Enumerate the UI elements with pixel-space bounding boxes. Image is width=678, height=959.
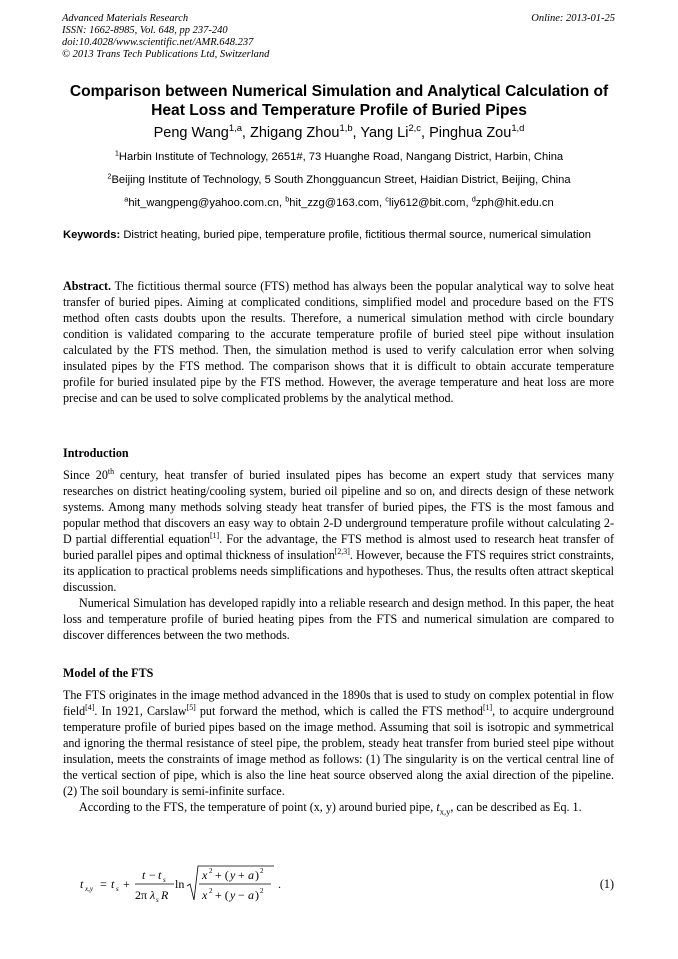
author: Peng Wang	[153, 125, 229, 141]
citation: [4]	[85, 702, 95, 712]
svg-text:.: .	[278, 877, 281, 891]
svg-text:+: +	[238, 868, 245, 882]
svg-text:t: t	[142, 868, 146, 882]
citation: [2,3]	[334, 546, 350, 556]
email: hit_zzg@163.com	[289, 197, 379, 209]
svg-text:ln: ln	[175, 877, 185, 891]
svg-text:−: −	[149, 868, 156, 882]
abstract	[63, 278, 614, 406]
abstract-label: Abstract.	[63, 279, 112, 293]
text-run: , can be described as Eq. 1.	[450, 800, 582, 814]
superscript: th	[107, 466, 115, 476]
title-line-1: Comparison between Numerical Simulation and Analytical Calculation of	[69, 83, 609, 100]
affiliation-1	[40, 150, 638, 164]
keywords	[63, 228, 614, 243]
issn-line: ISSN: 1662-8985, Vol. 648, pp 237-240	[62, 25, 228, 36]
svg-text:+: +	[123, 877, 130, 891]
affiliation-2	[40, 173, 638, 187]
svg-text:−: −	[238, 888, 245, 902]
journal-name: Advanced Materials Research	[62, 13, 189, 24]
author-sup: 1,a	[228, 122, 242, 134]
text-run: According to the FTS, the temperature of point (x, y) around buried pipe,	[79, 800, 437, 814]
online-date: Online: 2013-01-25	[531, 13, 615, 24]
intro-paragraph-2: Numerical Simulation has developed rapidly into a reliable research and design method. In this paper, the heat loss and temperature profile of buried heating pipes from the FTS and numerical simulation are compared to discover differences between the two methods.	[63, 596, 614, 642]
email-sup: c	[385, 194, 389, 204]
svg-text:s: s	[163, 876, 166, 884]
text-run: put forward the method, which is called the FTS method	[195, 704, 483, 718]
svg-text:2: 2	[260, 867, 264, 875]
svg-text:2π: 2π	[135, 888, 148, 902]
copyright-line: © 2013 Trans Tech Publications Ltd, Switzerland	[62, 49, 270, 60]
equation-number: (1)	[599, 877, 614, 891]
email: liy612@bit.com	[388, 197, 466, 209]
section-heading-model: Model of the FTS	[63, 666, 154, 680]
citation: [1]	[482, 702, 493, 712]
paper-title	[40, 82, 638, 120]
text-run: , to acquire underground temperature profile of buried pipes based on the image method. Assuming that soil is isotropic and symmetrical and ignoring the thermal resistance of steel pipe, the problem, steady heat transfer from buried steel pipe without insulation, meets the constraints of image method as follows: (1) The singularity is on the vertical central line of the vertical section of pipe, which is also the line heat source observed along the axial direction of the pipeline. (2) The soil boundary is semi-infinite surface.	[63, 704, 614, 798]
citation: [1]	[209, 530, 220, 540]
affiliation-text: Harbin Institute of Technology, 2651#, 73 Huanghe Road, Nangang District, Harbin, China	[118, 151, 564, 163]
text-run: The FTS originates in the image method advanced in the 1890s that is used to study on complex potential in flow field	[63, 688, 614, 718]
affiliation-sup: 1	[114, 148, 119, 158]
text-run: . For the advantage, the FTS method is almost used to research heat transfer of buried parallel pipes and optimal thickness of insulation	[63, 532, 614, 562]
email-sup: b	[285, 194, 290, 204]
svg-text:s: s	[116, 885, 119, 893]
author: Yang Li	[360, 125, 409, 141]
email-line: $^a$hit_wangpeng@yahoo.com.cn, $^b$hit_zzg@163.com, $^c$liy612@bit.com, $^d$zph@hit.edu.cn	[124, 194, 554, 209]
section-heading-introduction: Introduction	[63, 446, 129, 460]
abstract-text: The fictitious thermal source (FTS) method has always been the popular analytical way to solve heat transfer of buried pipes. Aiming at complicated conditions, simplified model and procedure based on the FTS method often casts doubts upon the results. Therefore, a numerical simulation method with circle boundary condition is validated comparing to the accurate temperature profile of buried steel pipe without insulation calculated by the FTS method. Then, the simulation method is used to verify calculation error when solving insulated pipes by the FTS method. The comparison shows that it is difficult to obtain accurate temperature profile for buried insulated pipe by the FTS method. However, the average temperature and heat loss are more precise and can be used to solve complicated problems by the analytical method.	[63, 279, 614, 405]
svg-text:+ (: + (	[215, 888, 229, 902]
model-paragraph-1	[63, 687, 614, 799]
svg-text:t: t	[80, 877, 84, 891]
math-sub: x,y	[439, 806, 451, 817]
text-run: . In 1921, Carslaw	[94, 704, 187, 718]
svg-text:R: R	[161, 888, 169, 902]
svg-text:s: s	[156, 896, 159, 904]
svg-text:+ (: + (	[215, 868, 229, 882]
text-run: century, heat transfer of buried insulated pipes has become an expert study that services many researches on district heating/cooling system, buried oil pipeline and so on, and directs design of these network systems. Among many methods solving steady heat transfer of buried pipes, the FTS is the most famous and popular method that discovers an easy way to obtain 2-D underground temperature profile without calculating 2-D partial differential equation	[63, 468, 614, 546]
author: Pinghua Zou	[429, 125, 512, 141]
svg-text:): )	[255, 868, 259, 882]
intro-paragraph-1	[63, 467, 614, 595]
email-sup: d	[471, 194, 476, 204]
keywords-text: District heating, buried pipe, temperature profile, fictitious thermal source, numerical simulation	[123, 229, 591, 241]
model-paragraph-2	[63, 799, 614, 815]
svg-text:=: =	[100, 877, 107, 891]
svg-text:x: x	[202, 868, 208, 882]
model-body	[63, 687, 614, 815]
math-var: t	[436, 800, 440, 814]
affiliation-sup: 2	[107, 171, 112, 181]
equation-1	[78, 862, 318, 904]
introduction-body	[63, 467, 614, 643]
author-sup: 1,b	[339, 122, 353, 134]
citation: [5]	[186, 702, 196, 712]
affiliation-text: Beijing Institute of Technology, 5 South Zhongguancun Street, Haidian District, Beijing, China	[111, 174, 571, 186]
svg-text:x: x	[202, 888, 208, 902]
svg-text:t: t	[111, 877, 115, 891]
svg-text:t: t	[158, 868, 162, 882]
author-list: Peng Wang$^{1,a}$, Zhigang Zhou$^{1,b}$, Yang Li$^{2,c}$, Pinghua Zou$^{1,d}$	[153, 122, 525, 141]
email: hit_wangpeng@yahoo.com.cn	[128, 197, 280, 209]
journal-header	[62, 13, 269, 61]
svg-text:2: 2	[209, 887, 213, 895]
svg-text:λ: λ	[150, 888, 156, 902]
keywords-label: Keywords:	[63, 229, 121, 241]
email-sup: a	[124, 194, 129, 204]
author-sup: 1,d	[511, 122, 525, 134]
svg-text:2: 2	[260, 887, 264, 895]
svg-text:y: y	[230, 868, 236, 882]
svg-text:2: 2	[209, 867, 213, 875]
svg-text:): )	[255, 888, 259, 902]
author: Zhigang Zhou	[249, 125, 340, 141]
svg-text:x,y: x,y	[85, 885, 93, 893]
svg-text:a: a	[248, 868, 254, 882]
text-run: Since 20	[63, 468, 108, 482]
email: zph@hit.edu.cn	[475, 197, 554, 209]
doi-line: doi:10.4028/www.scientific.net/AMR.648.237	[62, 37, 254, 48]
svg-text:a: a	[248, 888, 254, 902]
text-run: . However, because the FTS requires strict constraints, its application to practical problems needs simplifications and hypotheses. Thus, the results often attract skeptical discussion.	[63, 548, 614, 594]
title-line-2: Heat Loss and Temperature Profile of Buried Pipes	[151, 102, 527, 119]
author-sup: 2,c	[408, 122, 422, 134]
svg-text:y: y	[230, 888, 236, 902]
